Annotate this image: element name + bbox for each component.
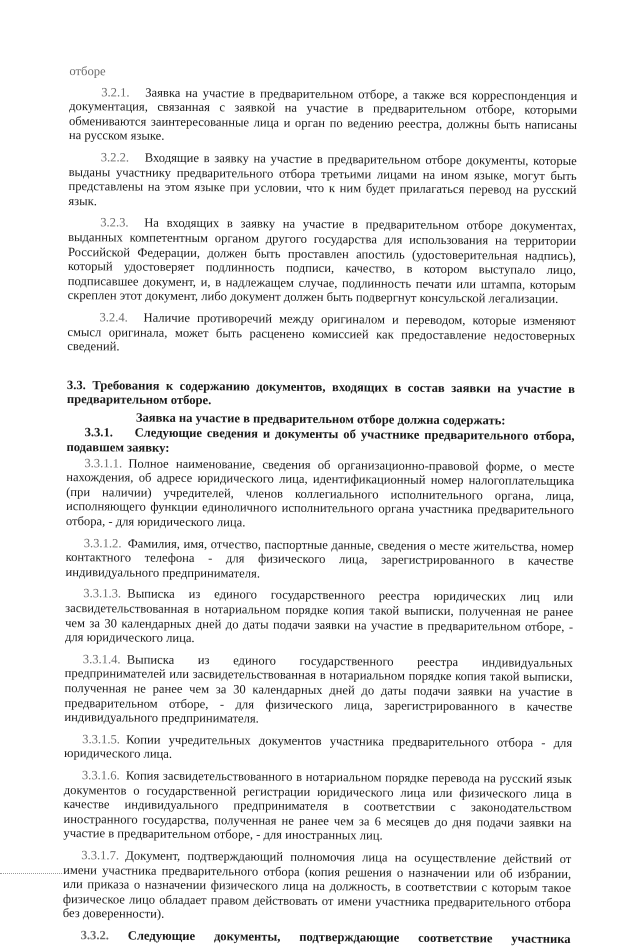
word: документы, xyxy=(213,929,281,944)
paragraph-number: 3.2.1. xyxy=(101,84,130,100)
item-number: 3.3.1.4. xyxy=(82,651,121,667)
center-heading: Заявка на участие в предварительном отборе должна содержать: xyxy=(135,410,506,428)
word: участника xyxy=(511,931,571,946)
subsection-3-3-2-line xyxy=(63,928,571,947)
item-text: Полное наименование, сведения об организационно-правовой форме, о месте нахождения, об адресе юридического лица, идентификационный номер налогоплательщика (при наличии) учредителей, членов коллегиального исполнительного органа, лица, исполняющего функции единоличного исполнительного органа участника предварительного отбора, - для юридического лица. xyxy=(65,456,575,530)
item-3-3-1-4 xyxy=(64,652,573,729)
item-text: Копия засвидетельствованного в нотариальном порядке перевода на русский язык документов о государственной регистрации юридического лица или физического лица в качестве индивидуального предпринимателя в соответствии с законодательством иностранного государства, полученная не ранее чем за 6 месяцев до дня подачи заявки на участие в предварительном отборе, - для иностранных лиц. xyxy=(63,768,572,843)
word: подтверждающие xyxy=(299,929,400,945)
item-3-3-1-7 xyxy=(63,848,572,925)
item-text: Копии учредительных документов участника предварительного отбора - для юридического лица. xyxy=(64,732,573,762)
paragraph-3-2-4 xyxy=(67,310,575,358)
top-fragment: отборе xyxy=(69,64,106,79)
word: соответствие xyxy=(418,930,493,946)
item-number: 3.3.1.3. xyxy=(83,586,122,601)
subsection-3-3-1 xyxy=(66,425,574,458)
paragraph-3-2-1 xyxy=(69,85,577,147)
item-3-3-1-5 xyxy=(64,732,572,765)
item-text: Выписка из единого государственного реестра юридических лиц или засвидетельствованная в нотариальном порядке копия такой выписки, полученная не ранее чем за 30 календарных дней до даты подачи заявки на участие в предварительном отборе, - для юридического лица. xyxy=(64,586,574,646)
section-heading: 3.3. Требования к содержанию документов, входящих в состав заявки на участие в предварительном отборе. xyxy=(66,377,576,408)
item-text: Фамилия, имя, отчество, паспортные данные, сведения о месте жительства, номер контактного телефона - для физического лица, зарегистрированного в качестве индивидуального предпринимателя. xyxy=(65,536,574,581)
paragraph-number: 3.2.2. xyxy=(100,150,130,165)
item-text: Документ, подтверждающий полномочия лица на осуществление действий от имени участника предварительного отбора (копия решения о назначении или об избрании, или приказа о назначении физического лица на должность, в соответствии с которым такое физическое лицо обладает правом действовать от имени участника предварительного отбора без доверенности). xyxy=(62,848,572,922)
paragraph-number: 3.2.4. xyxy=(99,310,128,325)
paragraph-text: Заявка на участие в предварительном отборе, а также вся корреспонденция и документация, связанная с заявкой на участие в предварительном отборе, которыми обмениваются заинтересованные лица и орган по ведению реестра, должны быть написаны на русском языке. xyxy=(68,85,578,144)
item-number: 3.3.1.2. xyxy=(83,535,122,551)
item-3-3-1-2 xyxy=(65,536,573,584)
item-text: Выписка из единого государственного реестра индивидуальных предпринимателей или засвидетельствованная в нотариальном порядке копия такой выписки, полученная не ранее чем за 30 календарных дней до даты подачи заявки на участие в предварительном отборе, - для физического лица, зарегистрированного в качестве индивидуального предпринимателя. xyxy=(64,652,573,726)
subsection-text: Следующие сведения и документы об участнике предварительного отбора, подавшем заявку: xyxy=(66,426,575,455)
paragraph-number: 3.2.3. xyxy=(100,215,129,230)
paragraph-3-2-3 xyxy=(68,215,577,307)
item-3-3-1-6 xyxy=(63,768,572,845)
item-number: 3.3.1.5. xyxy=(82,731,121,747)
subsection-number: 3.3.1. xyxy=(84,425,113,440)
paragraph-text: На входящих в заявку на участие в предварительном отборе документах, выданных компетентным органом другого государства для использования на территории Российской Федерации, должен быть проставлен апостиль (удостоверительная надпись), который удостоверяет подлинность подписи, качество, в котором выступало лицо, подписавшее документ, и, в надлежащем случае, подлинность печати или штампа, которым скреплен этот документ, либо документ должен быть подвергнут консульской легализации. xyxy=(67,215,577,307)
subsection-number: 3.3.2. xyxy=(80,928,110,943)
item-number: 3.3.1.1. xyxy=(84,455,123,471)
paragraph-text: Входящие в заявку на участие в предварительном отборе документы, которые выданы участнику предварительного отбора третьими лицами на ином языке, могут быть представлены на этом языке при условии, что к ним будет прилагаться перевод на русский язык. xyxy=(68,150,577,209)
paragraph-3-2-2 xyxy=(68,150,576,212)
word: Следующие xyxy=(127,928,196,943)
item-number: 3.3.1.6. xyxy=(81,768,120,783)
item-3-3-1-1 xyxy=(66,456,575,533)
scan-artifact xyxy=(0,873,62,875)
paragraph-text: Наличие противоречий между оригиналом и переводом, которые изменяют смысл оригинала, может быть расценено комиссией как предоставление недостоверных сведений. xyxy=(67,310,576,354)
item-number: 3.3.1.7. xyxy=(81,848,120,863)
item-3-3-1-3 xyxy=(65,586,573,648)
